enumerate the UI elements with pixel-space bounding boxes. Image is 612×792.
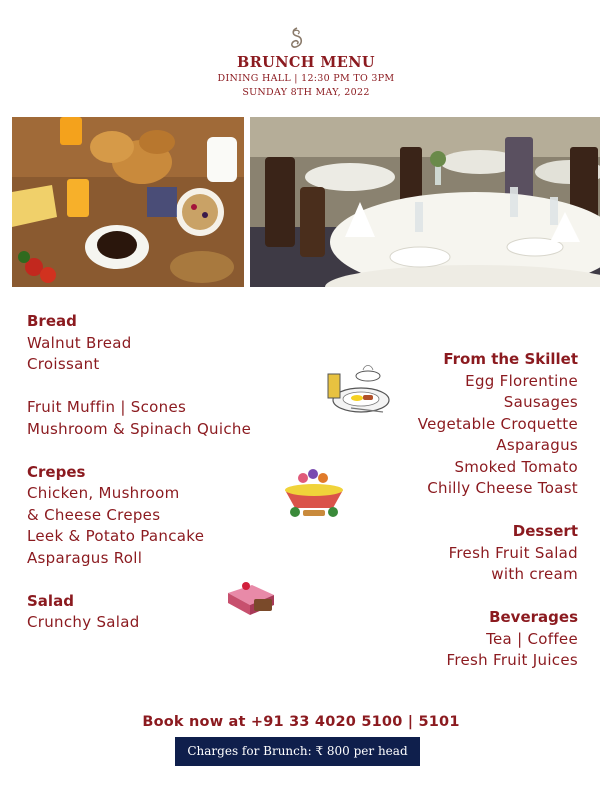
- menu-item: Egg Florentine: [465, 371, 578, 390]
- section-heading-dessert: Dessert: [512, 522, 578, 540]
- menu-item: Vegetable Croquette: [417, 414, 578, 433]
- page-title: BRUNCH MENU: [237, 54, 375, 71]
- salad-bowl-icon: [283, 468, 345, 518]
- event-date: SUNDAY 8TH MAY, 2022: [242, 87, 370, 98]
- spiral-emblem-icon: [286, 26, 308, 52]
- section-heading-crepes: Crepes: [27, 462, 86, 481]
- menu-item: Mushroom & Spinach Quiche: [27, 419, 252, 438]
- spacer: [27, 569, 327, 591]
- spacer: [27, 440, 327, 462]
- menu-item: Leek & Potato Pancake: [27, 527, 205, 545]
- menu-item: Smoked Tomato: [454, 457, 578, 476]
- menu-item: Asparagus: [496, 436, 578, 454]
- menu-item: Asparagus Roll: [27, 548, 143, 567]
- menu-item: Tea | Coffee: [486, 629, 578, 648]
- venue-time: DINING HALL | 12:30 PM TO 3PM: [217, 73, 395, 84]
- menu-item: Fruit Muffin | Scones: [27, 398, 187, 416]
- charges-banner: Charges for Brunch: ₹ 800 per head: [175, 737, 420, 766]
- section-heading-salad: Salad: [27, 591, 74, 610]
- section-heading-beverages: Beverages: [489, 608, 578, 626]
- menu-item: & Cheese Crepes: [27, 505, 161, 524]
- menu-item: Chilly Cheese Toast: [427, 479, 578, 497]
- menu-item: Chicken, Mushroom: [27, 484, 180, 502]
- spacer: [27, 376, 327, 398]
- menu-item: Fresh Fruit Salad: [448, 543, 578, 562]
- menu-item: Crunchy Salad: [27, 613, 140, 631]
- spacer: [318, 500, 578, 522]
- menu-left-column: [27, 311, 327, 634]
- menu-item: Croissant: [27, 355, 100, 373]
- section-heading-skillet: From the Skillet: [443, 350, 578, 368]
- spacer: [318, 586, 578, 608]
- dining-hall-photo: [250, 117, 600, 287]
- cake-icon: [224, 577, 278, 617]
- menu-item: Walnut Bread: [27, 333, 132, 352]
- menu-item: with cream: [491, 565, 578, 583]
- menu-item: Sausages: [503, 393, 578, 411]
- section-heading-bread: Bread: [27, 312, 77, 330]
- booking-phone: Book now at +91 33 4020 5100 | 5101: [142, 714, 460, 730]
- breakfast-plate-icon: [323, 362, 393, 418]
- breakfast-spread-photo: [12, 117, 244, 287]
- menu-item: Fresh Fruit Juices: [446, 651, 578, 669]
